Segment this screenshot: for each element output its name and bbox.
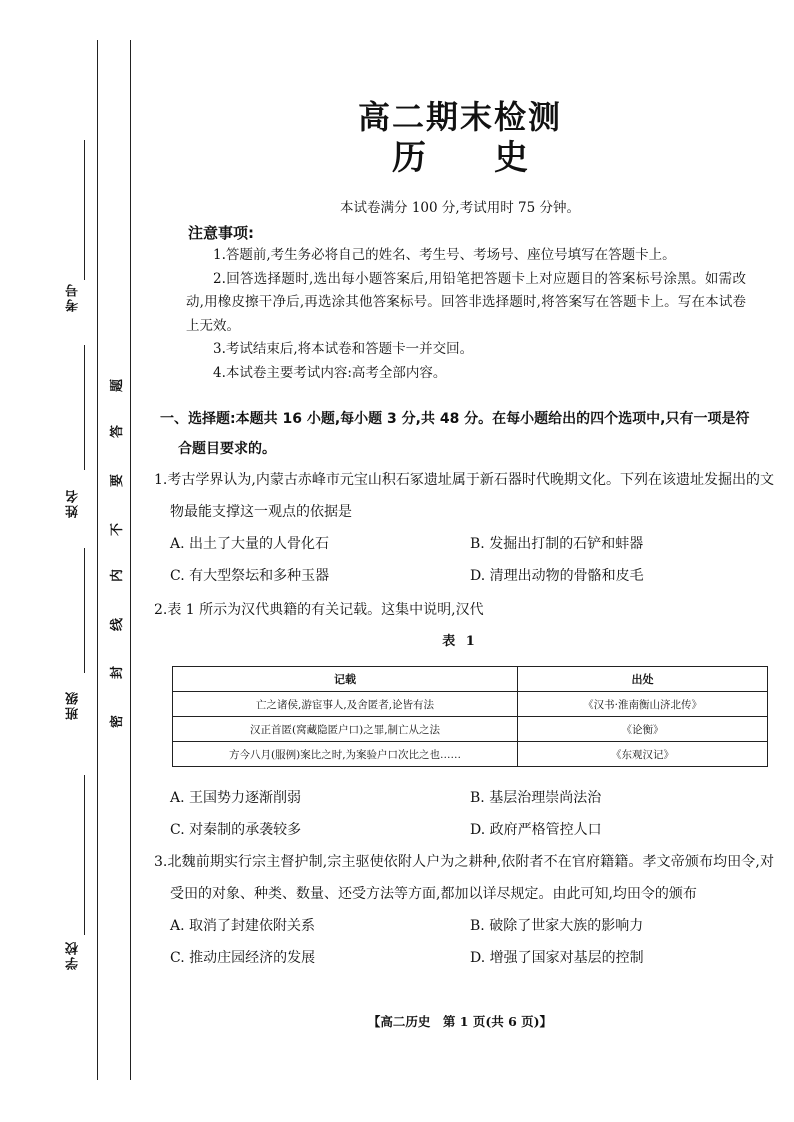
seal-char: 不 [110, 522, 126, 537]
note-item: 2.回答选择题时,选出每小题答案后,用铅笔把答题卡上对应题目的答案标号涂黑。如需改动,用橡皮擦干净后,再选涂其他答案标号。回答非选择题时,将答案写在答题卡上。写在本试卷上无效。 [186, 270, 746, 334]
seal-char: 密 [110, 714, 126, 729]
seal-char: 线 [110, 617, 126, 632]
page-footer: 【高二历史 第 1 页(共 6 页)】 [367, 1014, 553, 1029]
option-a[interactable]: A. 出土了大量的人骨化石 [170, 536, 330, 552]
table-title: 表 1 [442, 634, 478, 649]
table-header-row [173, 667, 768, 692]
exam-info: 本试卷满分 100 分,考试用时 75 分钟。 [340, 200, 580, 216]
subject-title: 历 史 [392, 138, 528, 178]
table-cell: 亡之诸侯,游宦事人,及舍匿者,论皆有法 [173, 692, 518, 717]
table-cell: 汉正首匿(窝藏隐匿户口)之罪,制亡从之法 [173, 717, 518, 742]
seal-char: 内 [110, 568, 126, 583]
column-header: 出处 [518, 667, 768, 692]
school-line [84, 775, 85, 935]
exam-number-line [84, 140, 85, 280]
option-b[interactable]: B. 基层治理崇尚法治 [470, 790, 602, 806]
table-cell: 方今八月(服例)案比之时,为案验户口次比之也…… [173, 742, 518, 767]
section-line: 一、选择题:本题共 16 小题,每小题 3 分,共 48 分。在每小题给出的四个选项中,只有一项是符 [160, 411, 750, 427]
seal-char: 题 [110, 378, 126, 393]
option-b[interactable]: B. 发掘出打制的石铲和蚌器 [470, 536, 644, 552]
question-1 [154, 464, 774, 592]
table-row [173, 742, 768, 767]
class-line [84, 548, 85, 673]
option-c[interactable]: C. 有大型祭坛和多种玉器 [170, 568, 330, 584]
note-item: 3.考试结束后,将本试卷和答题卡一并交回。 [213, 341, 474, 357]
table-cell: 《汉书·淮南衡山济北传》 [518, 692, 768, 717]
question-2-options [154, 782, 774, 846]
name-label: 姓名 [66, 488, 81, 518]
option-d[interactable]: D. 政府严格管控人口 [470, 822, 602, 838]
binding-line-inner [130, 40, 131, 1080]
option-d[interactable]: D. 清理出动物的骨骼和皮毛 [470, 568, 644, 584]
option-a[interactable]: A. 取消了封建依附关系 [170, 918, 316, 934]
seal-char: 要 [110, 473, 126, 488]
note-item: 4.本试卷主要考试内容:高考全部内容。 [213, 364, 447, 381]
column-header: 记载 [173, 667, 518, 692]
option-a[interactable]: A. 王国势力逐渐削弱 [170, 790, 302, 806]
exam-number-label: 考号 [66, 282, 81, 312]
table-row [173, 717, 768, 742]
note-item: 1.答题前,考生务必将自己的姓名、考生号、考场号、座位号填写在答题卡上。 [213, 247, 676, 263]
class-label: 班级 [66, 690, 81, 720]
section-line: 合题目要求的。 [178, 441, 276, 457]
school-label: 学校 [66, 940, 81, 970]
table-cell: 《论衡》 [518, 717, 768, 742]
section-heading [160, 404, 770, 464]
question-2 [154, 594, 774, 626]
table-cell: 《东观汉记》 [518, 742, 768, 767]
table-row [173, 692, 768, 717]
page-title: 高二期末检测 [357, 98, 562, 136]
notes-list [186, 244, 746, 385]
option-c[interactable]: C. 对秦制的承袭较多 [170, 822, 302, 838]
question-stem: 1.考古学界认为,内蒙古赤峰市元宝山积石冢遗址属于新石器时代晚期文化。下列在该遗址发掘出的文物最能支撑这一观点的依据是 [154, 472, 774, 520]
notes-heading: 注意事项: [188, 224, 254, 242]
question-3 [154, 846, 774, 974]
option-d[interactable]: D. 增强了国家对基层的控制 [470, 950, 644, 966]
seal-char: 封 [110, 665, 126, 680]
binding-line-outer [97, 40, 98, 1080]
question-stem: 3.北魏前期实行宗主督护制,宗主驱使依附人户为之耕种,依附者不在官府籍籍。孝文帝颁布均田令,对受田的对象、种类、数量、还受方法等方面,都加以详尽规定。由此可知,均田令的颁布 [154, 854, 774, 902]
option-c[interactable]: C. 推动庄园经济的发展 [170, 950, 316, 966]
seal-char: 答 [110, 424, 126, 439]
records-table [172, 666, 768, 767]
name-line [84, 345, 85, 470]
question-stem: 2.表 1 所示为汉代典籍的有关记载。这集中说明,汉代 [154, 602, 484, 618]
option-b[interactable]: B. 破除了世家大族的影响力 [470, 918, 644, 934]
